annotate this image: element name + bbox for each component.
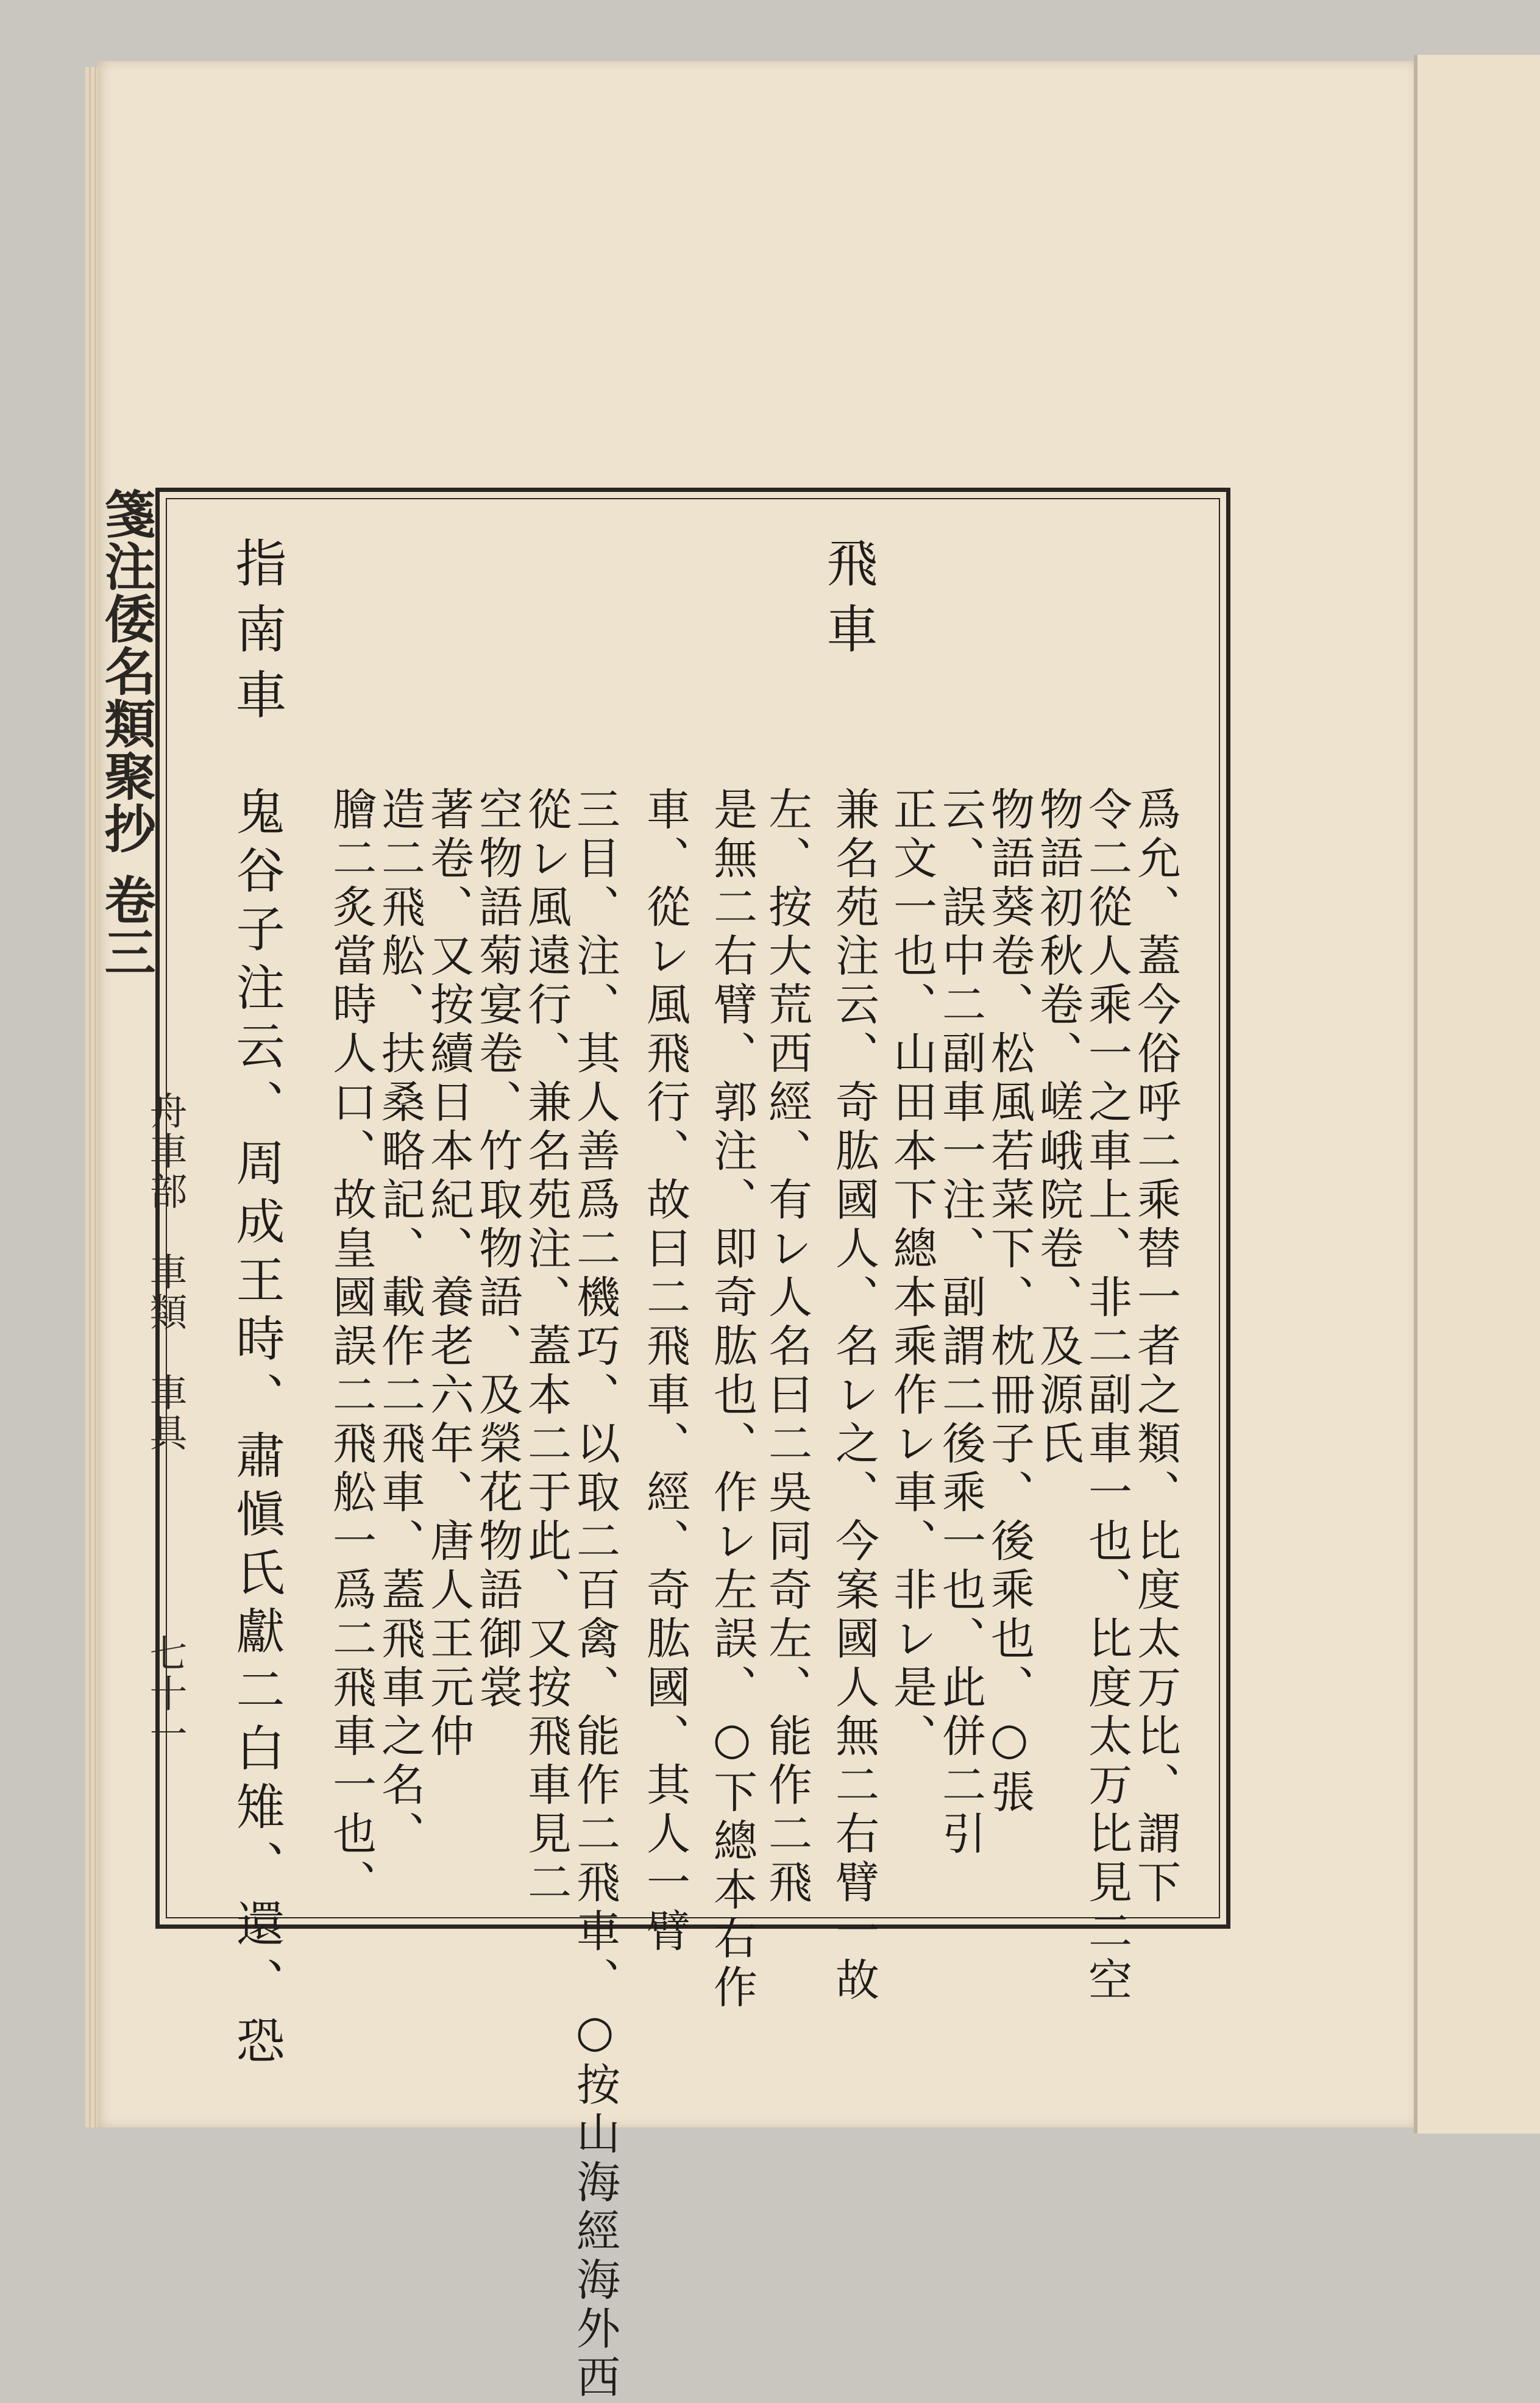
entry-heading: 飛車 (818, 536, 878, 668)
next-page-edge (1414, 55, 1540, 2134)
text-column: 空物語菊宴卷、竹取物語、及榮花物語御裳 (472, 786, 523, 1713)
section-label: 舟車部 車類 車具 (143, 1091, 188, 1453)
text-column: 從レ風遠行、兼名苑注、蓋本二于此、又按飛車見二 (520, 786, 572, 1908)
text-column: 車、從レ風飛行、故曰二飛車、經、奇肱國、其人一臂 (639, 786, 690, 1957)
text-column: 正文一也、山田本下總本乘作レ車、非レ是、 (886, 786, 937, 1762)
text-column: 造二飛舩、扶桑略記、載作二飛車、蓋飛車之名、 (374, 786, 425, 1859)
text-column: 是無二右臂、郭注、即奇肱也、作レ左誤、○下總本右作 (706, 786, 758, 2013)
text-column: 三目、注、其人善爲二機巧、以取二百禽、能作二飛車、○按山海經海外西 (569, 786, 620, 2403)
page-number: 七十一 (143, 1634, 188, 1754)
entry-heading: 指南車 (227, 536, 287, 734)
text-column: 云、誤中二副車一注、副謂二後乘一也、此併二引 (935, 786, 986, 1859)
text-column: 物語葵卷、松風若菜下、枕冊子、後乘也、○張 (984, 786, 1035, 1818)
text-column: 著卷、又按續日本紀、養老六年、唐人王元仲 (423, 786, 474, 1762)
text-column: 物語初秋卷、嵯峨院卷、及源氏 (1032, 786, 1084, 1469)
text-column: 令二從人乘一之車上、非二副車一也、比度太万比見二空 (1081, 786, 1132, 2006)
text-column: 膾二炙當時人口、故皇國誤二飛舩一爲二飛車一也、 (325, 786, 377, 1908)
text-column: 鬼谷子注云、周成王時、肅愼氏獻二白雉、還、恐 (228, 786, 285, 2074)
book-title: 箋注倭名類聚抄 卷三 (96, 488, 157, 979)
text-column: 兼名苑注云、奇肱國人、名レ之、今案國人無二右臂一故 (828, 786, 879, 2006)
text-column: 左、按大荒西經、有レ人名曰二吳同奇左、能作二飛 (761, 786, 812, 1908)
text-column: 爲允、蓋今俗呼二乘替一者之類、比度太万比、謂下 (1130, 786, 1181, 1908)
